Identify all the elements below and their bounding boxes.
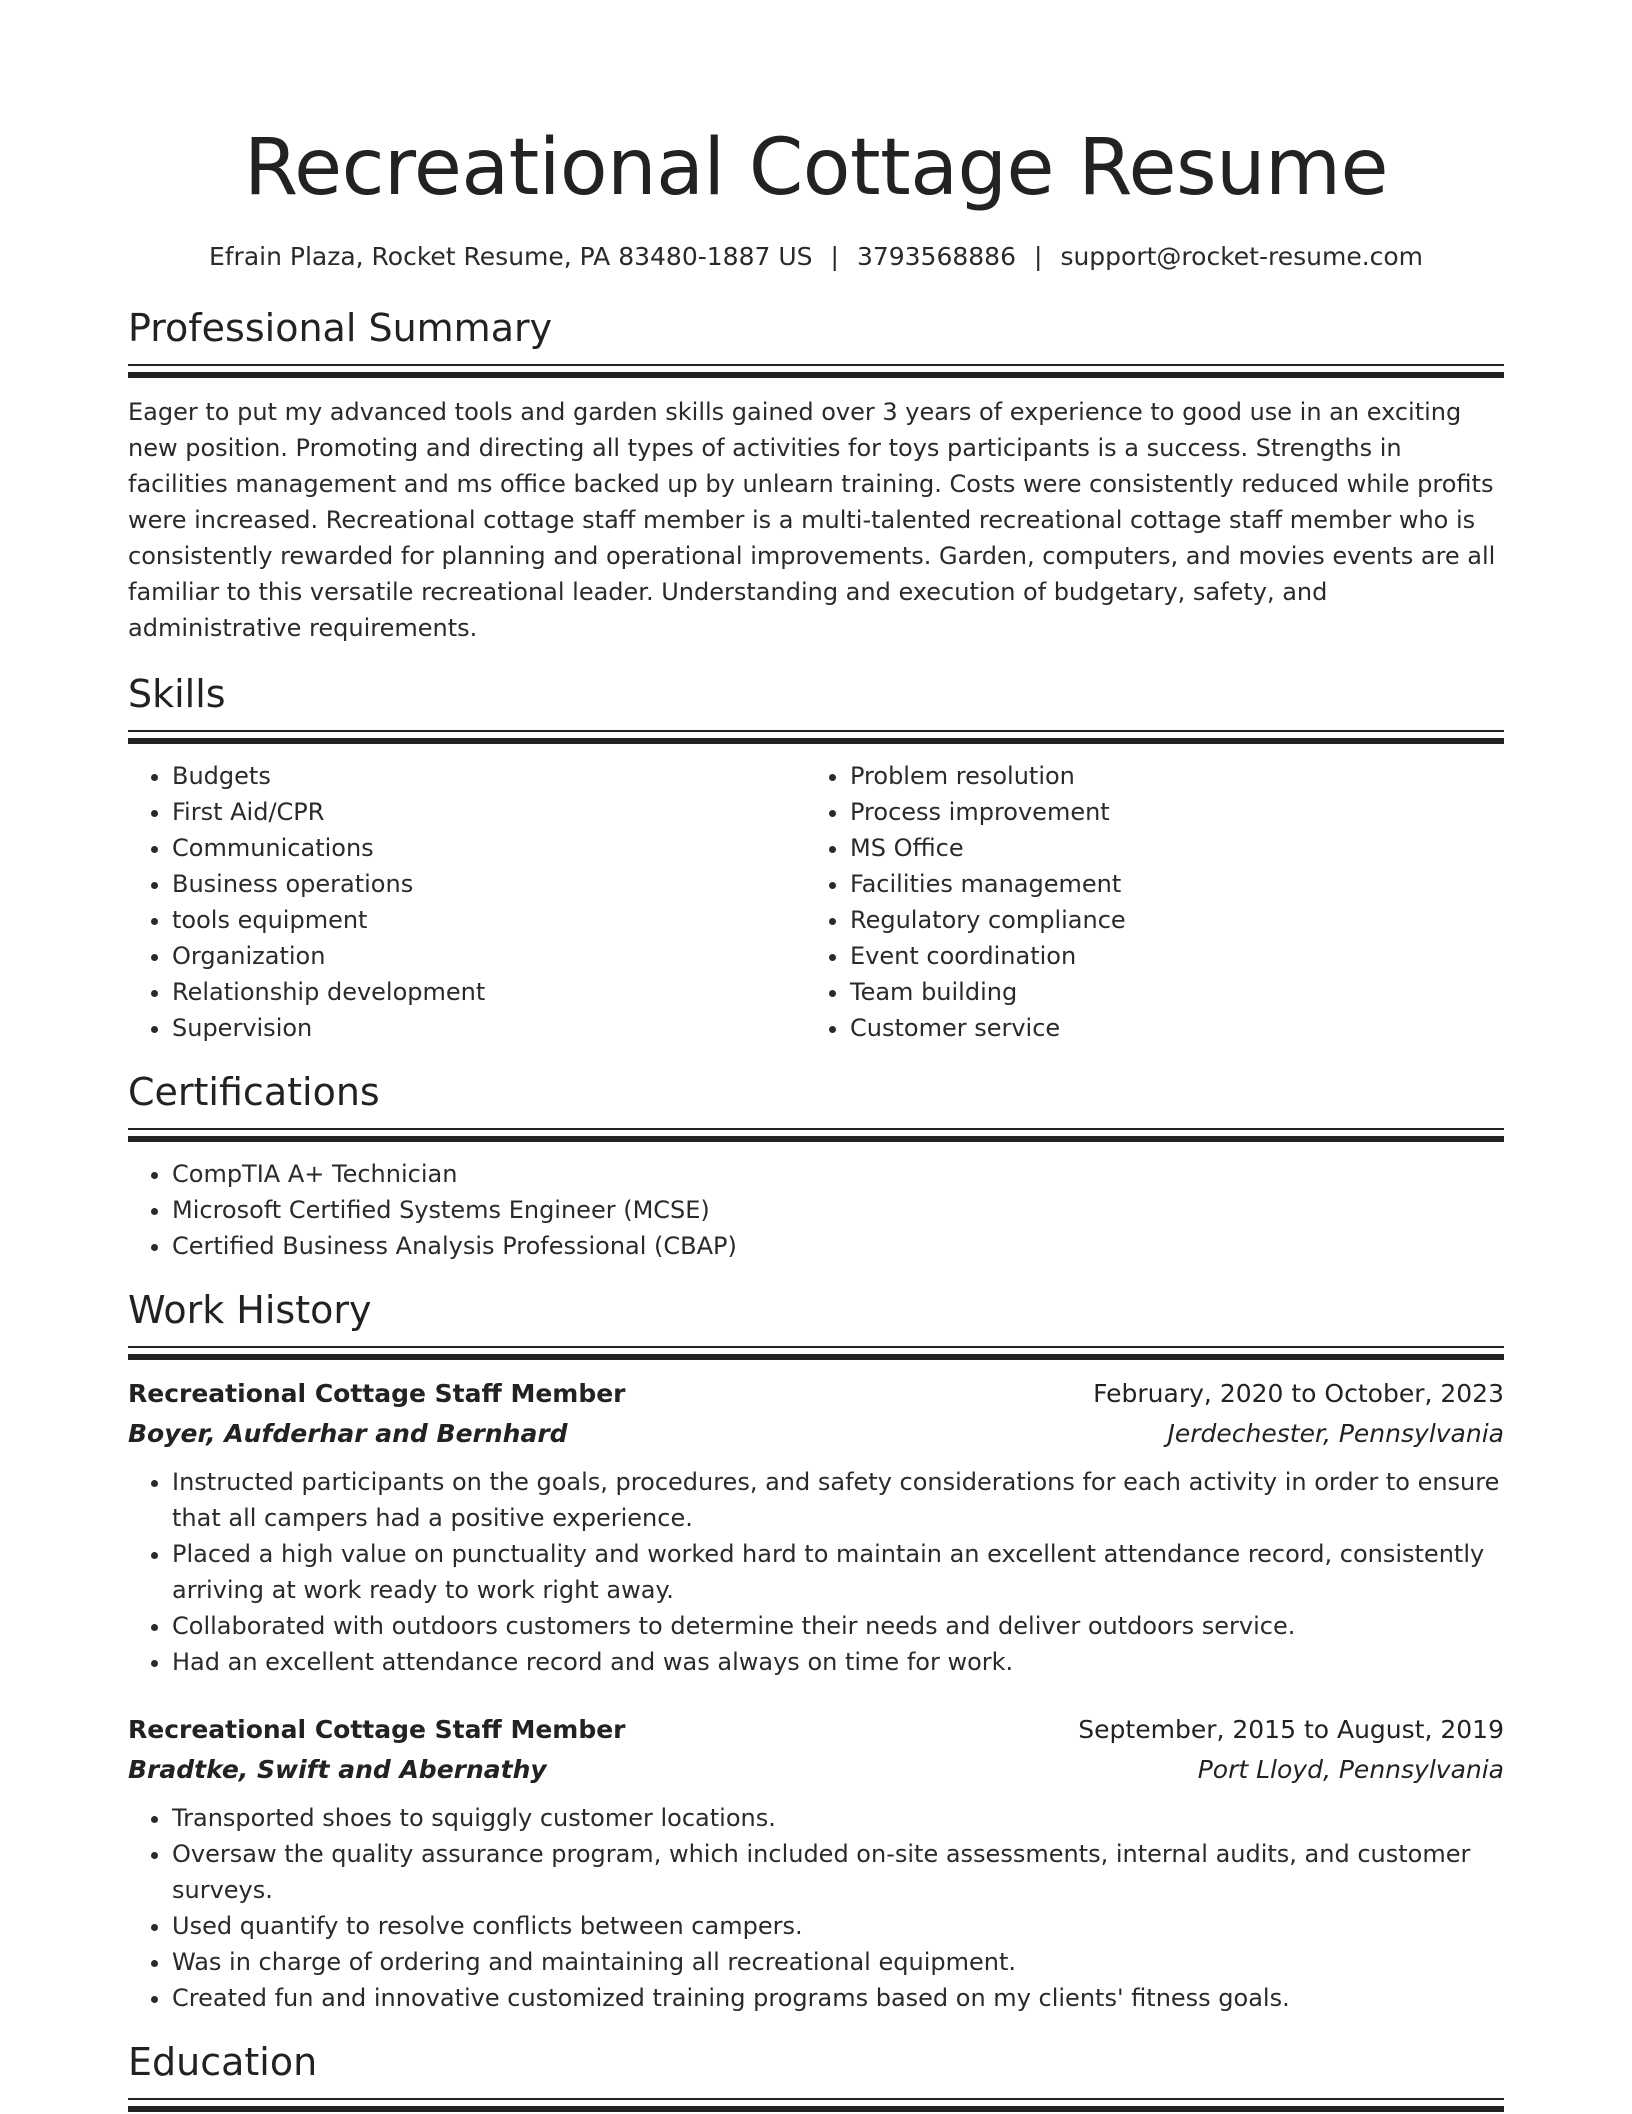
section-divider: [128, 1128, 1504, 1144]
contact-email: support@rocket-resume.com: [1060, 242, 1424, 271]
skills-column-right: [806, 758, 1484, 1046]
skill-item: • Regulatory compliance: [850, 902, 1484, 938]
resume-page: [128, 0, 1504, 2114]
skill-item: • Facilities management: [850, 866, 1484, 902]
job-bullet: • Oversaw the quality assurance program, which included on-site assessments, internal audits, and customer surveys.: [172, 1836, 1504, 1908]
section-heading-summary: Professional Summary: [128, 306, 553, 350]
contact-separator: |: [1034, 242, 1043, 271]
summary-text: Eager to put my advanced tools and garden skills gained over 3 years of experience to good use in an exciting new position. Promoting and directing all types of activities for toys participants is a success. Strengths in facilities management and ms office backed up by unlearn training. Costs were consistently reduced while profits were increased. Recreational cottage staff member is a multi-talented recreational cottage staff member who is consistently rewarded for planning and operational improvements. Garden, computers, and movies events are all familiar to this versatile recreational leader. Understanding and execution of budgetary, safety, and administrative requirements.: [128, 398, 1496, 642]
skill-item: • Supervision: [172, 1010, 806, 1046]
work-history-section: [128, 1286, 1504, 2016]
skill-item: • MS Office: [850, 830, 1484, 866]
skill-item: • Organization: [172, 938, 806, 974]
job-company: Bradtke, Swift and Abernathy: [128, 1755, 547, 1784]
job-dates: September, 2015 to August, 2019: [1078, 1715, 1504, 1744]
skill-item: • tools equipment: [172, 902, 806, 938]
job-title: Recreational Cottage Staff Member: [128, 1379, 626, 1408]
section-heading-work-history: Work History: [128, 1288, 372, 1332]
job-bullet: • Was in charge of ordering and maintaining all recreational equipment.: [172, 1944, 1504, 1980]
contact-address: Efrain Plaza, Rocket Resume, PA 83480-1887 US: [208, 242, 813, 271]
job-dates: February, 2020 to October, 2023: [1093, 1379, 1504, 1408]
job-company-row: [128, 1414, 1504, 1454]
section-divider: [128, 1346, 1504, 1362]
section-heading-education: Education: [128, 2040, 318, 2084]
job-bullet: • Created fun and innovative customized training programs based on my clients' fitness goals.: [172, 1980, 1504, 2016]
job-entry: [128, 1710, 1504, 2016]
job-bullets: [128, 1464, 1504, 1680]
skill-item: • Event coordination: [850, 938, 1484, 974]
skills-section: [128, 670, 1504, 1046]
job-bullet: • Collaborated with outdoors customers to determine their needs and deliver outdoors service.: [172, 1608, 1504, 1644]
certification-item: • Microsoft Certified Systems Engineer (MCSE): [172, 1192, 1504, 1228]
job-location: Jerdechester, Pennsylvania: [1167, 1419, 1504, 1448]
skill-item: • Relationship development: [172, 974, 806, 1010]
certifications-section: [128, 1068, 1504, 1264]
job-bullet: • Transported shoes to squiggly customer locations.: [172, 1800, 1504, 1836]
job-header-row: [128, 1710, 1504, 1750]
skill-item: • Budgets: [172, 758, 806, 794]
certifications-list: [128, 1156, 1504, 1264]
job-title: Recreational Cottage Staff Member: [128, 1715, 626, 1744]
skills-grid: [128, 758, 1504, 1046]
skill-item: • Communications: [172, 830, 806, 866]
job-bullet: • Used quantify to resolve conflicts between campers.: [172, 1908, 1504, 1944]
job-bullet: • Instructed participants on the goals, procedures, and safety considerations for each activity in order to ensure that all campers had a positive experience.: [172, 1464, 1504, 1536]
skill-item: • Process improvement: [850, 794, 1484, 830]
professional-summary-section: [128, 304, 1504, 646]
skill-item: • Team building: [850, 974, 1484, 1010]
job-bullets: [128, 1800, 1504, 2016]
job-bullet: • Placed a high value on punctuality and worked hard to maintain an excellent attendance record, consistently arriving at work ready to work right away.: [172, 1536, 1504, 1608]
skills-list-right: [806, 758, 1484, 1046]
job-bullet: • Had an excellent attendance record and was always on time for work.: [172, 1644, 1504, 1680]
skill-item: • First Aid/CPR: [172, 794, 806, 830]
contact-line: [128, 240, 1504, 274]
contact-separator: |: [830, 242, 839, 271]
job-company: Boyer, Aufderhar and Bernhard: [128, 1419, 568, 1448]
contact-phone: 3793568886: [856, 242, 1016, 271]
skill-item: • Business operations: [172, 866, 806, 902]
job-header-row: [128, 1374, 1504, 1414]
job-entry: [128, 1374, 1504, 1680]
section-heading-certifications: Certifications: [128, 1070, 380, 1114]
skill-item: • Problem resolution: [850, 758, 1484, 794]
job-company-row: [128, 1750, 1504, 1790]
skills-list-left: [128, 758, 806, 1046]
education-section: [128, 2038, 1504, 2114]
section-divider: [128, 730, 1504, 746]
certification-item: • Certified Business Analysis Professional (CBAP): [172, 1228, 1504, 1264]
section-heading-skills: Skills: [128, 672, 226, 716]
resume-title: Recreational Cottage Resume: [243, 123, 1389, 213]
job-location: Port Lloyd, Pennsylvania: [1197, 1755, 1504, 1784]
certification-item: • CompTIA A+ Technician: [172, 1156, 1504, 1192]
skill-item: • Customer service: [850, 1010, 1484, 1046]
skills-column-left: [128, 758, 806, 1046]
section-divider: [128, 364, 1504, 380]
